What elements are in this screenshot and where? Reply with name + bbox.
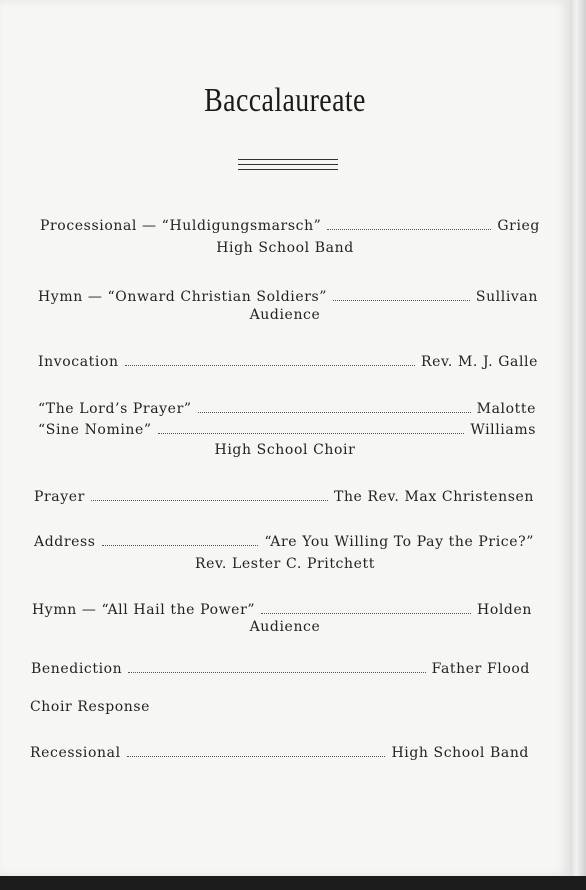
entry-performer: Rev. M. J. Galle	[420, 354, 538, 370]
entry-title: Prayer	[34, 489, 85, 505]
program-entry-lords-prayer	[38, 397, 536, 417]
dot-leader	[91, 500, 328, 501]
title-rule-top	[238, 159, 338, 160]
dot-leader	[333, 300, 470, 301]
entry-performer: Holden	[477, 602, 532, 618]
entry-title: Invocation	[38, 354, 119, 370]
program-entry-sine-nomine	[38, 418, 536, 438]
dot-leader	[128, 672, 425, 673]
entry-performer: Williams	[470, 422, 536, 438]
entry-title: “Sine Nomine”	[38, 422, 152, 438]
dot-leader	[327, 229, 491, 230]
entry-credit-audience-2: Audience	[249, 619, 321, 635]
dot-leader	[158, 433, 465, 434]
entry-title: Benediction	[31, 661, 123, 677]
dot-leader	[127, 756, 386, 757]
entry-credit-band: High School Band	[216, 240, 354, 256]
program-entry-choir-response: Choir Response	[30, 699, 151, 715]
title-rule-bottom	[238, 169, 338, 170]
entry-performer: Malotte	[476, 401, 536, 417]
program-entry-processional	[40, 214, 540, 234]
entry-title: Processional — “Huldigungsmarsch”	[40, 218, 322, 234]
entry-title: “The Lord’s Prayer”	[38, 401, 192, 417]
entry-performer: High School Band	[391, 745, 529, 761]
entry-performer: The Rev. Max Christensen	[334, 489, 534, 505]
page-edge-right	[570, 0, 586, 890]
entry-performer: Sullivan	[475, 289, 538, 305]
entry-title: Hymn — “All Hail the Power”	[32, 602, 256, 618]
entry-performer: Grieg	[497, 218, 540, 234]
program-entry-benediction	[31, 657, 530, 677]
page-edge-bottom	[0, 876, 586, 890]
entry-title: Recessional	[30, 745, 121, 761]
page-title: Baccalaureate	[204, 82, 366, 119]
entry-title: Hymn — “Onward Christian Soldiers”	[38, 289, 328, 305]
program-entry-invocation	[38, 350, 538, 370]
entry-credit-audience: Audience	[249, 307, 321, 323]
dot-leader	[125, 365, 415, 366]
entry-title: Address	[34, 534, 96, 550]
entry-credit-speaker: Rev. Lester C. Pritchett	[195, 556, 375, 572]
entry-performer: Father Flood	[431, 661, 530, 677]
program-entry-prayer	[34, 485, 534, 505]
title-rule-middle	[238, 164, 338, 165]
program-entry-hymn-onward	[38, 285, 538, 305]
dot-leader	[198, 412, 471, 413]
program-entry-address	[34, 530, 534, 550]
program-entry-hymn-all-hail	[32, 598, 532, 618]
dot-leader	[102, 545, 259, 546]
program-entry-recessional	[30, 741, 529, 761]
dot-leader	[261, 613, 471, 614]
entry-performer: “Are You Willing To Pay the Price?”	[264, 534, 534, 550]
entry-credit-choir: High School Choir	[214, 442, 356, 458]
